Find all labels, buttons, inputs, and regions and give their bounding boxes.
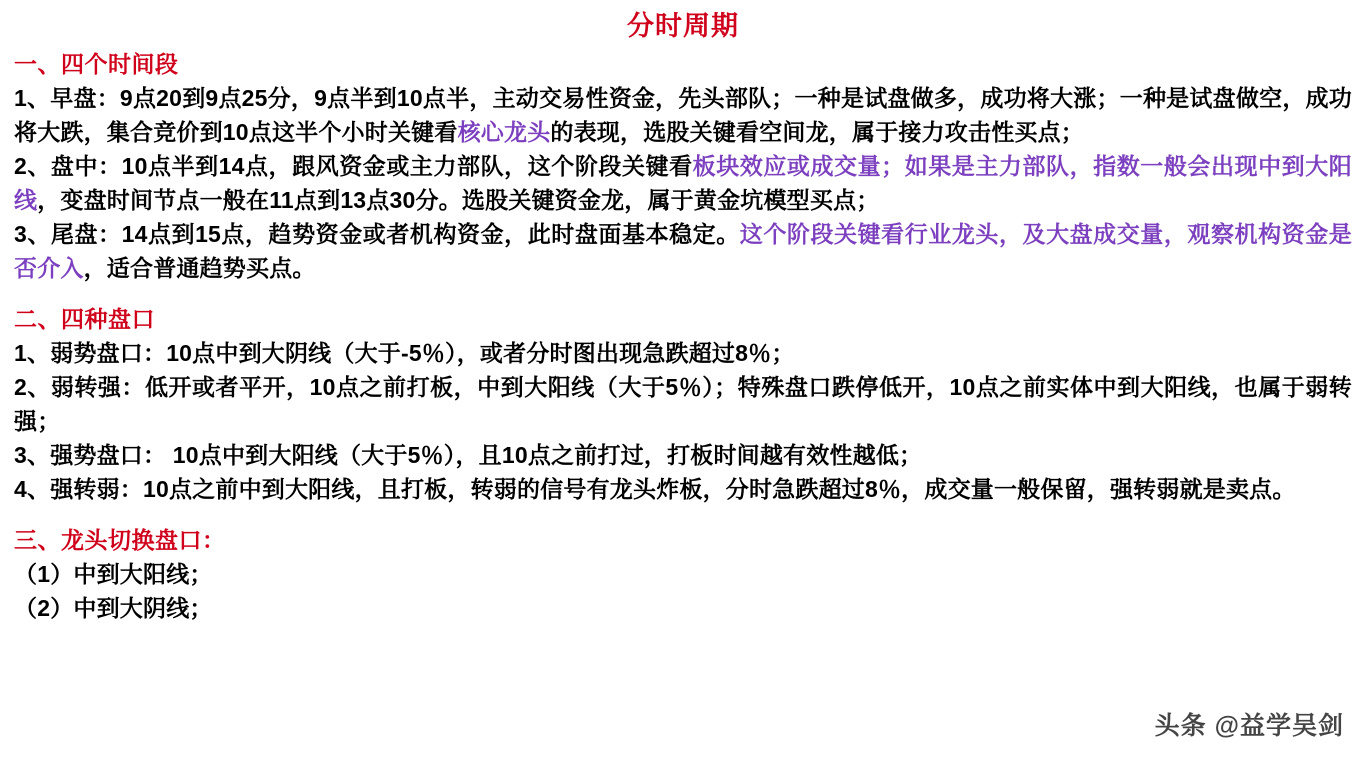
section-heading-two: 二、四种盘口 xyxy=(14,306,155,332)
run-highlight: 核心龙头 xyxy=(457,119,551,145)
run-text: （2）中到大阴线； xyxy=(14,595,213,621)
paragraph-switch-item-1 xyxy=(14,557,1352,591)
paragraph-switch-item-2 xyxy=(14,591,1352,625)
run-text: 3、尾盘：14点到15点，趋势资金或者机构资金，此时盘面基本稳定。 xyxy=(14,221,740,247)
paragraph-morning-session xyxy=(14,81,1352,149)
run-text: 2、盘中：10点半到14点，跟风资金或主力部队，这个阶段关键看 xyxy=(14,153,693,179)
section-spacer xyxy=(14,285,1352,303)
page-title: 分时周期 xyxy=(627,11,739,41)
section-heading-one: 一、四个时间段 xyxy=(14,51,179,77)
paragraph-strong-to-weak xyxy=(14,472,1352,506)
run-text: 1、早盘：9点20到9点25分，9点半到10点半，主动交易性资金，先头部队；一种是试盘做多，成功将大涨；一种是试盘做空，成功将大跌，集合竞价到10点这半个小时关键看 xyxy=(14,85,1352,145)
paragraph-closing-session xyxy=(14,217,1352,285)
section-three xyxy=(14,524,1352,625)
watermark-handle: @益学吴剑 xyxy=(1214,712,1344,740)
watermark-logo: 头条 xyxy=(1154,712,1207,740)
run-text: 1、弱势盘口：10点中到大阴线（大于-5％），或者分时图出现急跌超过8％； xyxy=(14,340,795,366)
watermark xyxy=(1155,706,1344,742)
section-two xyxy=(14,303,1352,506)
paragraph-strong-pattern xyxy=(14,438,1352,472)
run-text: ，变盘时间节点一般在11点到13点30分。选股关键资金龙，属于黄金坑模型买点； xyxy=(37,187,880,213)
run-text: （1）中到大阳线； xyxy=(14,561,213,587)
section-spacer xyxy=(14,506,1352,524)
run-text: 的表现，选股关键看空间龙，属于接力攻击性买点； xyxy=(550,119,1085,145)
run-text: 4、强转弱：10点之前中到大阳线，且打板，转弱的信号有龙头炸板，分时急跌超过8％，成交量一般保留，强转弱就是卖点。 xyxy=(14,476,1296,502)
run-highlight: 这个阶段关键看行业龙头，及大盘成交量，观察机构资金是否介入 xyxy=(14,221,1352,281)
section-heading-three: 三、龙头切换盘口： xyxy=(14,527,226,553)
run-text: 2、弱转强：低开或者平开，10点之前打板，中到大阳线（大于5％）；特殊盘口跌停低开，10点之前实体中到大阳线，也属于弱转强； xyxy=(14,374,1352,434)
paragraph-midday-session xyxy=(14,149,1352,217)
run-text: 3、强势盘口： 10点中到大阳线（大于5％），且10点之前打过，打板时间越有效性越低； xyxy=(14,442,923,468)
paragraph-weak-to-strong xyxy=(14,370,1352,438)
paragraph-weak-pattern xyxy=(14,336,1352,370)
section-one xyxy=(14,48,1352,285)
run-highlight: 板块效应或成交量；如果是主力部队，指数一般会出现中到大阳线 xyxy=(14,153,1352,213)
run-text: ，适合普通趋势买点。 xyxy=(83,255,316,281)
